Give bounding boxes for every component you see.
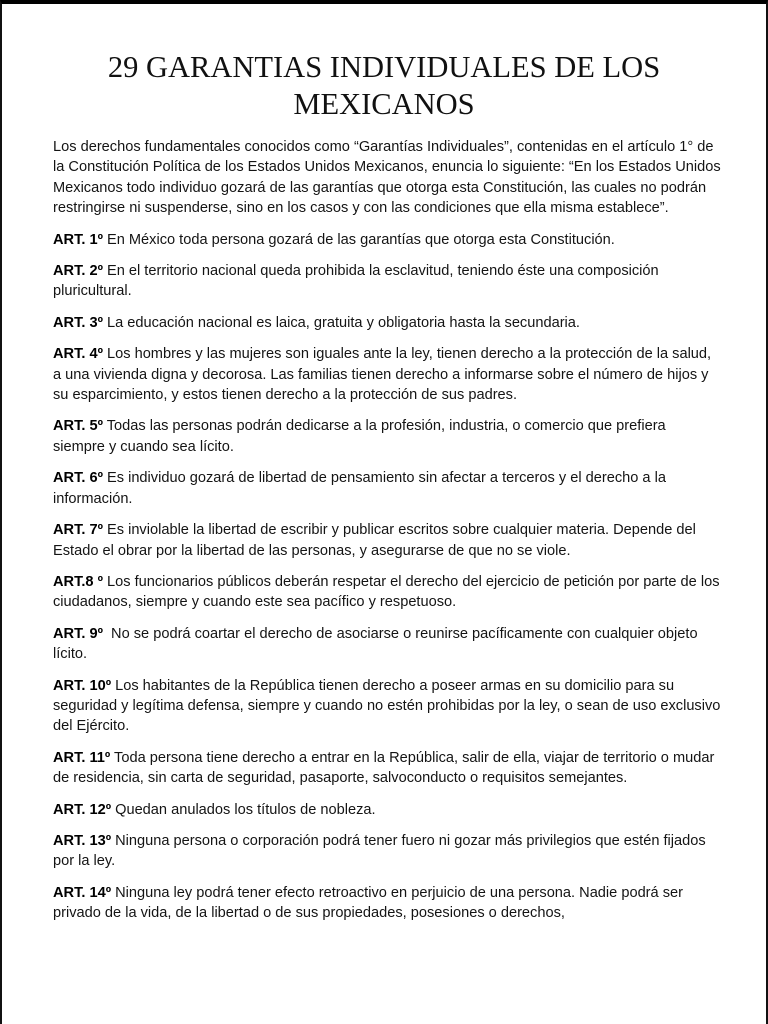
- article-label: ART. 5º: [53, 418, 103, 435]
- article-text: Todas las personas podrán dedicarse a la profesión, industria, o comercio que prefiera siempre y cuando sea lícito.: [53, 418, 666, 455]
- article-text: Quedan anulados los títulos de nobleza.: [111, 801, 376, 818]
- article-9: [53, 624, 721, 665]
- intro-paragraph: Los derechos fundamentales conocidos como “Garantías Individuales”, contenidas en el artículo 1° de la Constitución Política de los Estados Unidos Mexicanos, enuncia lo siguiente: “En los Estados Unidos Mexicanos todo individuo gozará de las garantías que otorga esta Constitución, las cuales no podrán restringirse ni suspenderse, sino en los casos y con las condiciones que ella misma establece”.: [53, 139, 721, 217]
- article-5: [53, 416, 721, 457]
- article-label: ART.8 º: [53, 573, 103, 590]
- article-13: [53, 831, 721, 872]
- article-text: Los funcionarios públicos deberán respetar el derecho del ejercicio de petición por parte de los ciudadanos, siempre y cuando este sea pacífico y respetuoso.: [53, 573, 720, 611]
- article-8: [53, 572, 721, 613]
- article-14: [53, 883, 721, 924]
- title-line-1: 29 GARANTIAS INDIVIDUALES DE LOS: [107, 50, 661, 84]
- article-label: ART. 10º: [53, 677, 112, 694]
- article-text: Ninguna persona o corporación podrá tener fuero ni gozar más privilegios que estén fijados por la ley.: [53, 832, 706, 870]
- article-label: ART. 2º: [53, 263, 103, 280]
- article-2: [53, 261, 721, 302]
- article-label: ART. 1º: [53, 231, 103, 248]
- article-label: ART. 14º: [53, 884, 112, 901]
- article-label: ART. 6º: [53, 470, 103, 487]
- article-1: [53, 230, 721, 250]
- article-label: ART. 11º: [53, 749, 111, 766]
- article-text: No se podrá coartar el derecho de asociarse o reunirse pacíficamente con cualquier objeto lícito.: [53, 625, 702, 663]
- article-11: [53, 748, 721, 789]
- article-text: Toda persona tiene derecho a entrar en la República, salir de ella, viajar de territorio o mudar de residencia, sin carta de seguridad, pasaporte, salvoconducto o requisitos semejantes.: [53, 749, 715, 787]
- article-text: En el territorio nacional queda prohibida la esclavitud, teniendo éste una composición pluricultural.: [53, 263, 659, 300]
- article-12: [53, 800, 721, 820]
- article-label: ART. 9º: [53, 625, 103, 642]
- article-text: Los hombres y las mujeres son iguales ante la ley, tienen derecho a la protección de la salud, a una vivienda digna y decorosa. Las familias tienen derecho a informarse sobre el número de hijos y su esparcimiento, y estos tienen derecho a la protección de sus padres.: [53, 346, 712, 404]
- article-text: En México toda persona gozará de las garantías que otorga esta Constitución.: [102, 231, 615, 248]
- article-text: Ninguna ley podrá tener efecto retroactivo en perjuicio de una persona. Nadie podrá ser privado de la vida, de la libertad o de sus propiedades, posesiones o derechos,: [53, 884, 683, 922]
- article-7: [53, 520, 721, 561]
- article-label: ART. 12º: [53, 801, 112, 818]
- article-text: Los habitantes de la República tienen derecho a poseer armas en su domicilio para su seguridad y legítima defensa, siempre y cuando no estén prohibidas por la ley, o sean de uso exclusivo del Ejército.: [53, 677, 721, 735]
- article-label: ART. 4º: [53, 346, 103, 363]
- article-text: La educación nacional es laica, gratuita y obligatoria hasta la secundaria.: [102, 314, 580, 331]
- article-label: ART. 13º: [53, 832, 112, 849]
- title-line-2: MEXICANOS: [293, 87, 475, 121]
- document-title: [42, 49, 726, 123]
- document-body: [53, 137, 721, 924]
- article-3: [53, 313, 721, 333]
- article-4: [53, 344, 721, 405]
- article-6: [53, 468, 721, 509]
- article-10: [53, 676, 721, 737]
- article-text: Es inviolable la libertad de escribir y publicar escritos sobre cualquier materia. Depende del Estado el obrar por la libertad de las personas, y asegurarse de que no se viole.: [53, 522, 696, 559]
- article-label: ART. 7º: [53, 522, 103, 539]
- article-text: Es individuo gozará de libertad de pensamiento sin afectar a terceros y el derecho a la información.: [53, 470, 666, 507]
- article-label: ART. 3º: [53, 314, 103, 331]
